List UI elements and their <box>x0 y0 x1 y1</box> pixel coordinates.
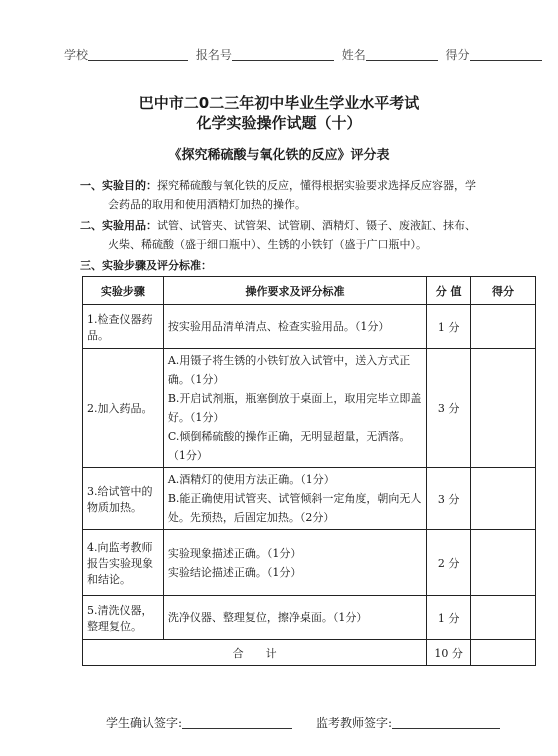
requirements-cell <box>163 349 426 468</box>
requirements-cell <box>163 596 426 640</box>
score-cell[interactable] <box>471 530 536 596</box>
score-cell[interactable] <box>471 305 536 349</box>
requirements-cell <box>163 468 426 530</box>
section-steps <box>80 256 520 275</box>
reg-label: 报名号 <box>195 48 232 62</box>
step-cell: 1.检查仪器药品。 <box>83 305 164 349</box>
col-header-step: 实验步骤 <box>83 277 164 305</box>
section-purpose-text-cont: 会药品的取用和使用酒精灯加热的操作。 <box>108 198 306 211</box>
student-signature <box>106 714 292 731</box>
step-cell: 2.加入药品。 <box>83 349 164 468</box>
table-row <box>83 305 536 349</box>
section-supplies-heading: 二、实验用品： <box>80 219 157 232</box>
requirements-cell <box>163 530 426 596</box>
section-purpose-text: 探究稀硫酸与氧化铁的反应，懂得根据实验要求选择反应容器，学 <box>157 179 476 192</box>
teacher-signature-field[interactable] <box>392 716 500 729</box>
header-fields <box>64 46 546 63</box>
total-score-cell[interactable] <box>471 640 536 666</box>
student-signature-field[interactable] <box>182 716 292 729</box>
col-header-score: 得分 <box>471 277 536 305</box>
teacher-signature-label: 监考教师签字: <box>316 716 393 730</box>
step-cell: 5.清洗仪器，整理复位。 <box>83 596 164 640</box>
requirement-item: 按实验用品清单清点、检查实验用品。（1分） <box>167 320 390 333</box>
requirement-item: 实验结论描述正确。（1分） <box>167 565 302 579</box>
table-header-row <box>83 277 536 305</box>
points-cell: 1 分 <box>427 596 471 640</box>
section-supplies <box>80 216 520 254</box>
requirement-item: B.开启试剂瓶，瓶塞倒放于桌面上，取用完毕立即盖好。（1分） <box>167 392 422 424</box>
total-label: 合 计 <box>83 640 427 666</box>
table-row <box>83 596 536 640</box>
section-supplies-text-cont: 火柴、稀硫酸（盛于细口瓶中）、生锈的小铁钉（盛于广口瓶中）。 <box>108 238 427 251</box>
col-header-requirements: 操作要求及评分标准 <box>163 277 426 305</box>
score-field[interactable] <box>470 48 542 61</box>
requirement-item: C.倾倒稀硫酸的操作正确，无明显超量，无洒落。（1分） <box>167 430 411 462</box>
points-cell: 3 分 <box>427 468 471 530</box>
score-label: 得分 <box>445 48 470 62</box>
step-cell: 3.给试管中的物质加热。 <box>83 468 164 530</box>
score-cell[interactable] <box>471 596 536 640</box>
section-supplies-text: 试管、试管夹、试管架、试管刷、酒精灯、镊子、废液缸、抹布、 <box>157 219 476 232</box>
student-signature-label: 学生确认签字: <box>106 716 183 730</box>
name-field[interactable] <box>366 48 438 61</box>
score-sheet-title: 《探究稀硫酸与氧化铁的反应》评分表 <box>168 148 390 163</box>
requirement-item: A.酒精灯的使用方法正确。（1分） <box>167 473 335 486</box>
reg-field[interactable] <box>232 48 334 61</box>
requirement-item: A.用镊子将生锈的小铁钉放入试管中，送入方式正确。（1分） <box>167 354 411 386</box>
exam-subtitle: 化学实验操作试题（十） <box>196 114 362 132</box>
points-cell: 2 分 <box>427 530 471 596</box>
requirement-item: 洗净仪器、整理复位，擦净桌面。（1分） <box>167 611 368 624</box>
school-field[interactable] <box>88 48 188 61</box>
table-row <box>83 530 536 596</box>
school-label: 学校 <box>64 48 89 62</box>
scoring-table <box>82 276 536 666</box>
points-cell: 3 分 <box>427 349 471 468</box>
section-purpose <box>80 176 520 214</box>
total-points: 10 分 <box>427 640 471 666</box>
requirement-item: B.能正确使用试管夹、试管倾斜一定角度，朝向无人处。先预热，后固定加热。（2分） <box>167 492 422 524</box>
table-row <box>83 468 536 530</box>
table-row <box>83 349 536 468</box>
step-cell: 4.向监考教师报告实验现象和结论。 <box>83 530 164 596</box>
section-steps-heading: 三、实验步骤及评分标准： <box>80 259 212 272</box>
total-row <box>83 640 536 666</box>
score-cell[interactable] <box>471 349 536 468</box>
score-cell[interactable] <box>471 468 536 530</box>
requirements-cell <box>163 305 426 349</box>
col-header-points: 分 值 <box>427 277 471 305</box>
points-cell: 1 分 <box>427 305 471 349</box>
exam-title: 巴中市二0二三年初中毕业生学业水平考试 <box>138 94 420 112</box>
teacher-signature <box>316 714 500 731</box>
name-label: 姓名 <box>341 48 366 62</box>
section-purpose-heading: 一、实验目的： <box>80 179 157 192</box>
requirement-item: 实验现象描述正确。（1分） <box>167 546 302 560</box>
